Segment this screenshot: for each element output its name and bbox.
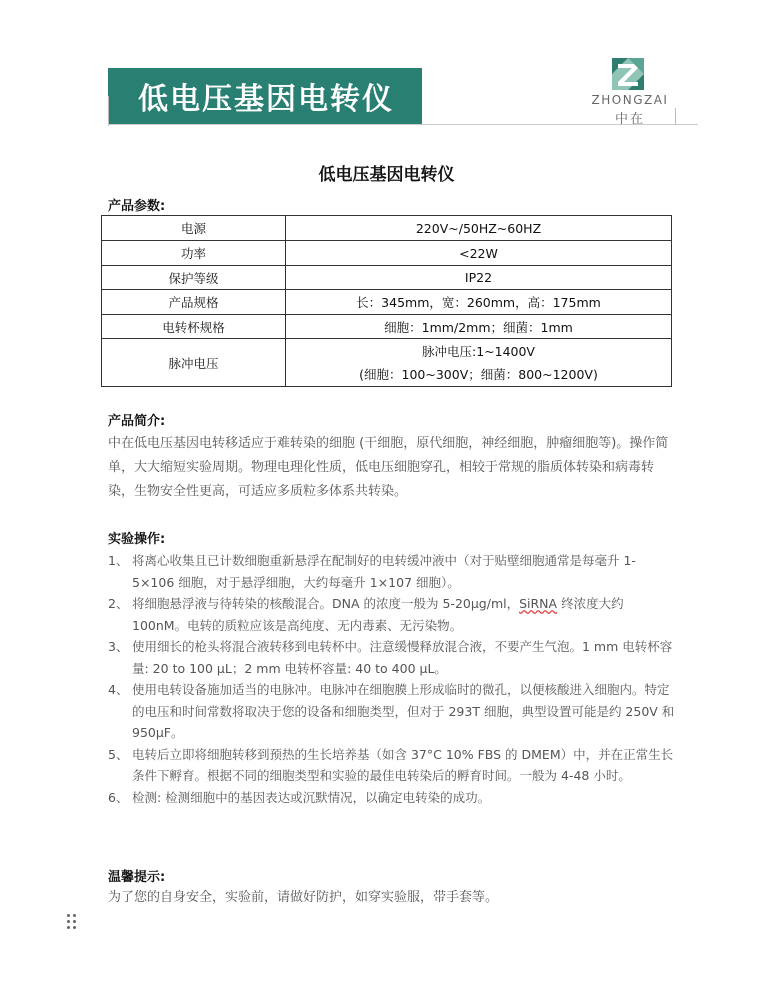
step-text: 将离心收集且已计数细胞重新悬浮在配制好的电转缓冲液中（对于贴壁细胞通常是每毫升 1-5×106 细胞，对于悬浮细胞，大约每毫升 1×107 细胞）。 bbox=[132, 553, 636, 590]
param-value: <22W bbox=[286, 241, 672, 266]
tips-heading: 温馨提示: bbox=[108, 870, 166, 885]
logo-chinese-text: 中在 bbox=[614, 112, 645, 127]
list-item bbox=[108, 550, 678, 593]
params-table bbox=[101, 215, 672, 387]
ops-heading: 实验操作: bbox=[108, 532, 166, 547]
step-number: 2、 bbox=[108, 596, 129, 611]
params-heading: 产品参数: bbox=[108, 199, 166, 214]
table-row bbox=[102, 290, 672, 315]
list-item bbox=[108, 787, 678, 809]
page-corner-mark-left bbox=[108, 96, 109, 126]
param-value bbox=[286, 339, 672, 387]
list-item bbox=[108, 744, 678, 787]
intro-heading: 产品简介: bbox=[108, 414, 166, 429]
param-key: 电转杯规格 bbox=[102, 315, 286, 339]
spellcheck-marked-word: SiRNA bbox=[519, 596, 558, 611]
step-text: 检测: 检测细胞中的基因表达或沉默情况，以确定电转染的成功。 bbox=[132, 789, 491, 805]
table-row bbox=[102, 266, 672, 290]
param-value: 细胞：1mm/2mm；细菌：1mm bbox=[286, 315, 672, 339]
param-value: 220V~/50HZ~60HZ bbox=[286, 216, 672, 241]
param-key: 产品规格 bbox=[102, 290, 286, 315]
param-key: 保护等级 bbox=[102, 266, 286, 290]
logo-text: ZHONGZAI bbox=[591, 93, 669, 107]
step-text: 电转后立即将细胞转移到预热的生长培养基（如含 37°C 10% FBS 的 DMEM）中，并在正常生长条件下孵育。根据不同的细胞类型和实验的最佳电转染后的孵育时间。一般为 4-48 小时。 bbox=[132, 746, 674, 783]
table-row bbox=[102, 216, 672, 241]
list-item bbox=[108, 593, 678, 636]
list-item bbox=[108, 636, 678, 679]
step-text: 使用电转设备施加适当的电脉冲。电脉冲在细胞膜上形成临时的微孔，以便核酸进入细胞内。特定的电压和时间常数将取决于您的设备和细胞类型，但对于 293T 细胞，典型设置可能是约 250V 和 950μF。 bbox=[132, 682, 675, 740]
param-key: 脉冲电压 bbox=[102, 339, 286, 387]
step-text: 使用细长的枪头将混合液转移到电转杯中。注意缓慢释放混合液，不要产生气泡。1 mm 电转杯容量: 20 to 100 μL；2 mm 电转杯容量: 40 to 400 μL。 bbox=[132, 639, 673, 676]
list-item bbox=[108, 679, 678, 744]
page-corner-mark-right bbox=[675, 108, 676, 125]
step-text: 终浓度大约 100nM。电转的质粒应该是高纯度、无内毒素、无污染物。 bbox=[132, 596, 624, 633]
drag-handle-icon[interactable] bbox=[67, 914, 79, 932]
param-value: IP22 bbox=[286, 266, 672, 290]
step-number: 1、 bbox=[108, 553, 129, 568]
step-number: 3、 bbox=[108, 639, 129, 654]
step-number: 5、 bbox=[108, 746, 129, 762]
step-number: 4、 bbox=[108, 682, 129, 697]
zhongzai-logo-icon bbox=[612, 58, 644, 90]
param-value-line2: (细胞：100~300V；细菌：800~1200V) bbox=[359, 366, 598, 382]
table-row bbox=[102, 315, 672, 339]
steps-list bbox=[108, 550, 678, 808]
intro-paragraph: 中在低电压基因电转移适应于难转染的细胞 (干细胞，原代细胞，神经细胞，肿瘤细胞等)。操作简单，大大缩短实验周期。物理电理化性质，低电压细胞穿孔，相较于常规的脂质体转染和病毒转染，生物安全性更高，可适应多质粒多体系共转染。 bbox=[108, 436, 669, 499]
param-key: 电源 bbox=[102, 216, 286, 241]
step-text: 将细胞悬浮液与待转染的核酸混合。DNA 的浓度一般为 5-20μg/ml， bbox=[132, 596, 520, 611]
param-key: 功率 bbox=[102, 241, 286, 266]
param-value: 长：345mm，宽：260mm，高：175mm bbox=[286, 290, 672, 315]
param-value-line1: 脉冲电压:1~1400V bbox=[421, 343, 535, 359]
document-title: 低电压基因电转仪 bbox=[318, 165, 455, 185]
tips-paragraph: 为了您的自身安全，实验前，请做好防护，如穿实验服，带手套等。 bbox=[108, 890, 499, 905]
banner-title: 低电压基因电转仪 bbox=[108, 68, 422, 124]
table-row bbox=[102, 339, 672, 387]
step-number: 6、 bbox=[108, 789, 129, 805]
table-row bbox=[102, 241, 672, 266]
